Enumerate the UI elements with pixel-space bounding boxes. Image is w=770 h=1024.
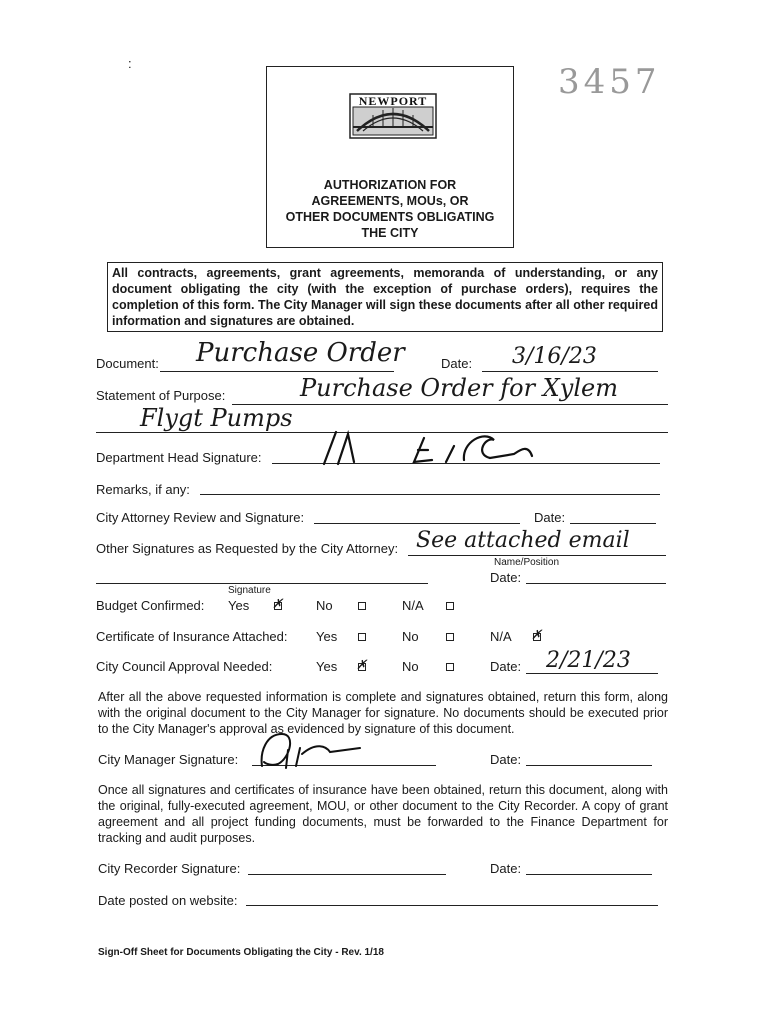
header-title-line: THE CITY <box>361 226 419 240</box>
council-date-line <box>526 673 658 674</box>
instructions-paragraph-1: After all the above requested information is complete and signatures obtained, return this form, along with the original document to the City Manager for signature. No documents should be executed prior to the City Manager's approval as evidenced by signature of this document. <box>98 690 668 736</box>
city-manager-date-label: Date: <box>490 752 522 767</box>
city-recorder-line <box>248 874 446 875</box>
other-signatures-value: See attached email <box>416 528 630 553</box>
city-attorney-date-label: Date: <box>534 510 566 525</box>
svg-text:NEWPORT: NEWPORT <box>358 94 428 108</box>
city-recorder-date-line <box>526 874 652 875</box>
city-manager-signature <box>256 726 366 770</box>
city-manager-label: City Manager Signature: <box>98 752 239 767</box>
remarks-label: Remarks, if any: <box>96 482 190 497</box>
date-value: 3/16/23 <box>512 344 597 369</box>
header-box <box>266 66 514 248</box>
budget-yes-label: Yes <box>228 598 250 613</box>
council-no-label: No <box>402 659 419 674</box>
remarks-line <box>200 494 660 495</box>
purpose-line <box>232 404 668 405</box>
purpose-value-2: Flygt Pumps <box>140 404 293 432</box>
city-attorney-label: City Attorney Review and Signature: <box>96 510 305 525</box>
other-date-line <box>526 583 666 584</box>
council-date-value: 2/21/23 <box>546 648 631 673</box>
footer-text: Sign-Off Sheet for Documents Obligating the City - Rev. 1/18 <box>98 947 384 958</box>
council-yes-label: Yes <box>316 659 338 674</box>
insurance-no-checkbox[interactable] <box>446 633 454 641</box>
other-signatures-label: Other Signatures as Requested by the City Attorney: <box>96 541 399 556</box>
notice-text: All contracts, agreements, grant agreements, memoranda of understanding, or any document obligating the city (with the exception of purchase orders), requires the completion of this form. The City Manager will sign these documents after all other required information and signatures are obtained. <box>112 266 658 328</box>
header-title-line: OTHER DOCUMENTS OBLIGATING <box>285 210 495 224</box>
date-line <box>482 371 658 372</box>
insurance-label: Certificate of Insurance Attached: <box>96 629 288 644</box>
document-value: Purchase Order <box>196 338 405 368</box>
purpose-label: Statement of Purpose: <box>96 388 226 403</box>
budget-yes-check-mark: ✗ <box>272 596 283 611</box>
budget-na-checkbox[interactable] <box>446 602 454 610</box>
handwritten-document-number: 3457 <box>558 62 661 102</box>
date-label: Date: <box>441 356 473 371</box>
budget-na-label: N/A <box>402 598 424 613</box>
header-title-line: AUTHORIZATION FOR <box>323 178 457 192</box>
city-recorder-label: City Recorder Signature: <box>98 861 241 876</box>
document-line <box>160 371 394 372</box>
council-label: City Council Approval Needed: <box>96 659 273 674</box>
insurance-yes-checkbox[interactable] <box>358 633 366 641</box>
city-attorney-line <box>314 523 520 524</box>
city-attorney-date-line <box>570 523 656 524</box>
newport-logo <box>349 93 437 139</box>
other-signatures-line <box>408 555 666 556</box>
dept-head-signature <box>314 424 544 470</box>
notice-box <box>107 262 663 332</box>
dept-head-label: Department Head Signature: <box>96 450 262 465</box>
council-no-checkbox[interactable] <box>446 663 454 671</box>
stray-mark: : <box>128 56 132 71</box>
budget-no-checkbox[interactable] <box>358 602 366 610</box>
website-line <box>246 905 658 906</box>
insurance-yes-label: Yes <box>316 629 338 644</box>
council-yes-check-mark: ✗ <box>356 657 367 672</box>
name-position-label: Name/Position <box>494 557 560 568</box>
purpose-value: Purchase Order for Xylem <box>300 374 618 402</box>
budget-label: Budget Confirmed: <box>96 598 205 613</box>
budget-no-label: No <box>316 598 333 613</box>
document-label: Document: <box>96 356 159 371</box>
other-signature-line <box>96 583 428 584</box>
header-title <box>267 177 513 241</box>
city-recorder-date-label: Date: <box>490 861 522 876</box>
insurance-na-check-mark: ✗ <box>531 627 542 642</box>
insurance-na-label: N/A <box>490 629 512 644</box>
instructions-paragraph-2: Once all signatures and certificates of insurance have been obtained, return this document, along with the original, fully-executed agreement, MOU, or other document to the City Recorder. A copy of grant agreement and all project funding documents, must be forwarded to the Finance Department for tracking and audit purposes. <box>98 783 668 845</box>
signature-label: Signature <box>228 585 271 596</box>
council-date-label: Date: <box>490 659 522 674</box>
other-date-label: Date: <box>490 570 522 585</box>
website-label: Date posted on website: <box>98 893 238 908</box>
header-title-line: AGREEMENTS, MOUs, OR <box>311 194 469 208</box>
insurance-no-label: No <box>402 629 419 644</box>
city-manager-date-line <box>526 765 652 766</box>
